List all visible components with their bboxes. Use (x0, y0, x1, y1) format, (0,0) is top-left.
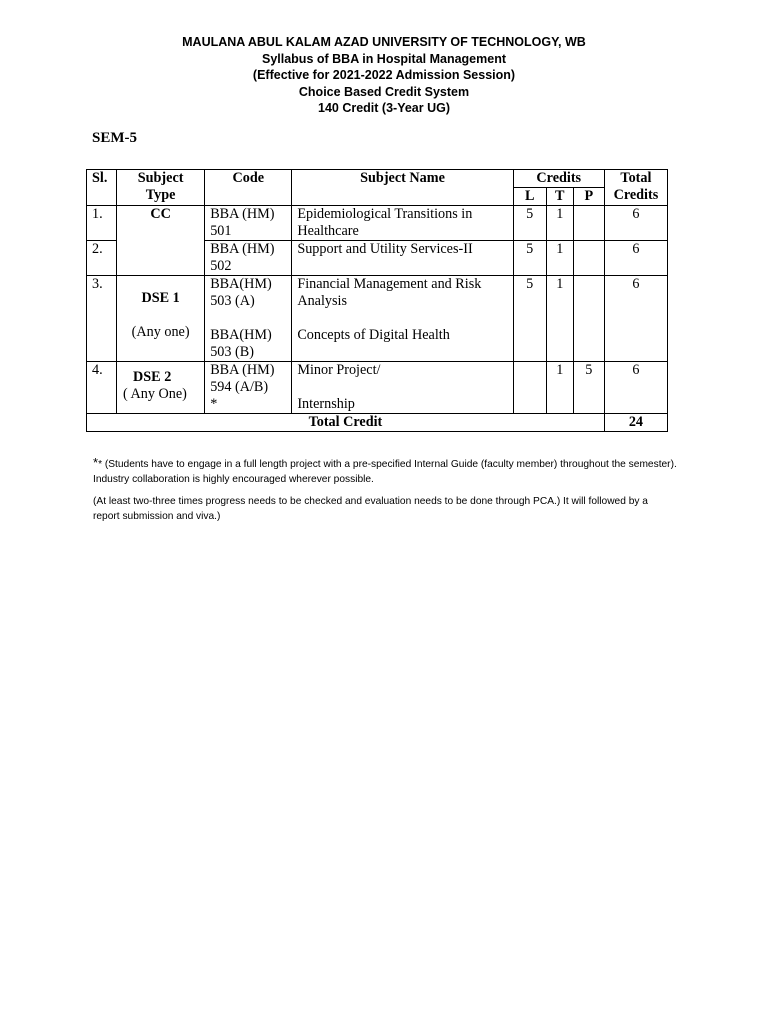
row-total: 6 (604, 276, 667, 362)
row-code-b-line2: 503 (B) (210, 344, 254, 360)
row-code-line2: 502 (210, 258, 232, 274)
row-p: 5 (573, 362, 604, 414)
total-credit-label: Total Credit (87, 414, 605, 432)
row-name-a-line1: Financial Management and Risk (297, 276, 482, 292)
row-code (205, 276, 292, 362)
header-total-line1: Total (620, 170, 652, 186)
row-p (573, 276, 604, 362)
dse2-any-one: ( Any One) (123, 386, 187, 402)
table-row (87, 362, 668, 414)
row-l: 5 (513, 241, 546, 276)
row-code-a-line2: 503 (A) (210, 293, 255, 309)
row-code-line3: * (210, 396, 218, 412)
row-code-line1: BBA (HM) (210, 362, 275, 378)
row-l: 5 (513, 276, 546, 362)
semester-heading: SEM-5 (92, 130, 137, 146)
row-code-line1: BBA (HM) (210, 206, 275, 222)
row-code-line2: 501 (210, 223, 232, 239)
table-row (87, 206, 668, 241)
header-total-line2: Credits (613, 187, 659, 203)
row-code (205, 362, 292, 414)
syllabus-table (86, 169, 668, 432)
header-p: P (573, 188, 604, 206)
row-subject-type: CC (117, 206, 205, 276)
header-total-credits (604, 170, 667, 206)
note-asterisk: * (93, 455, 99, 470)
row-subject-name (292, 362, 513, 414)
row-subject-type (117, 276, 205, 362)
total-credit-value: 24 (604, 414, 667, 432)
row-name-b: Concepts of Digital Health (297, 327, 450, 343)
header-subject-name: Subject Name (292, 170, 513, 206)
row-name-line1: Epidemiological Transitions in (297, 206, 473, 222)
header-t: T (546, 188, 573, 206)
header-subject-type-line1: Subject (137, 170, 184, 186)
note-project (93, 455, 677, 487)
header-subject-type (117, 170, 205, 206)
row-name-a-line2: Analysis (297, 293, 347, 309)
row-t: 1 (546, 276, 573, 362)
row-total: 6 (604, 241, 667, 276)
row-sl: 4. (87, 362, 117, 414)
note-evaluation: (At least two-three times progress needs to be checked and evaluation needs to be done through PCA.) It will followed by a report submission and viva.) (93, 496, 648, 522)
row-name-line2: Internship (297, 396, 355, 412)
row-t: 1 (546, 241, 573, 276)
header-subject-type-line2: Type (145, 187, 176, 203)
table-row (87, 276, 668, 362)
row-t: 1 (546, 362, 573, 414)
row-t: 1 (546, 206, 573, 241)
row-l: 5 (513, 206, 546, 241)
row-code-line2: 594 (A/B) (210, 379, 269, 395)
row-code-line1: BBA (HM) (210, 241, 275, 257)
row-subject-name (292, 206, 513, 241)
row-p (573, 206, 604, 241)
table-header-row (87, 170, 668, 188)
row-subject-type (117, 362, 205, 414)
row-total: 6 (604, 206, 667, 241)
row-p (573, 241, 604, 276)
row-sl: 3. (87, 276, 117, 362)
row-code-a-line1: BBA(HM) (210, 276, 272, 292)
row-code-b-line1: BBA(HM) (210, 327, 272, 343)
header-l: L (513, 188, 546, 206)
dse2-label: DSE 2 (133, 369, 172, 385)
row-subject-name: Support and Utility Services-II (292, 241, 513, 276)
note-project-text: * (Students have to engage in a full length project with a pre-specified Internal Guide (faculty member) throughout the semester). Industry collaboration is highly encouraged wherever possible. (93, 459, 677, 485)
row-sl: 1. (87, 206, 117, 241)
row-sl: 2. (87, 241, 117, 276)
row-name-line2: Healthcare (297, 223, 359, 239)
effective-session: (Effective for 2021-2022 Admission Session) (252, 68, 516, 82)
document-header (0, 34, 768, 117)
header-sl: Sl. (87, 170, 117, 206)
header-code: Code (205, 170, 292, 206)
header-credits: Credits (513, 170, 604, 188)
total-row (87, 414, 668, 432)
row-l (513, 362, 546, 414)
row-subject-name (292, 276, 513, 362)
credit-system: Choice Based Credit System (298, 84, 470, 99)
dse1-label: DSE 1 (141, 290, 180, 306)
syllabus-title: Syllabus of BBA in Hospital Management (261, 51, 506, 66)
university-name: MAULANA ABUL KALAM AZAD UNIVERSITY OF TECHNOLOGY, WB (182, 35, 586, 49)
dse1-any-one: (Any one) (131, 324, 190, 340)
row-code (205, 206, 292, 241)
row-total: 6 (604, 362, 667, 414)
row-name-line1: Minor Project/ (297, 362, 381, 378)
total-program-credit: 140 Credit (3-Year UG) (318, 101, 450, 115)
row-code (205, 241, 292, 276)
